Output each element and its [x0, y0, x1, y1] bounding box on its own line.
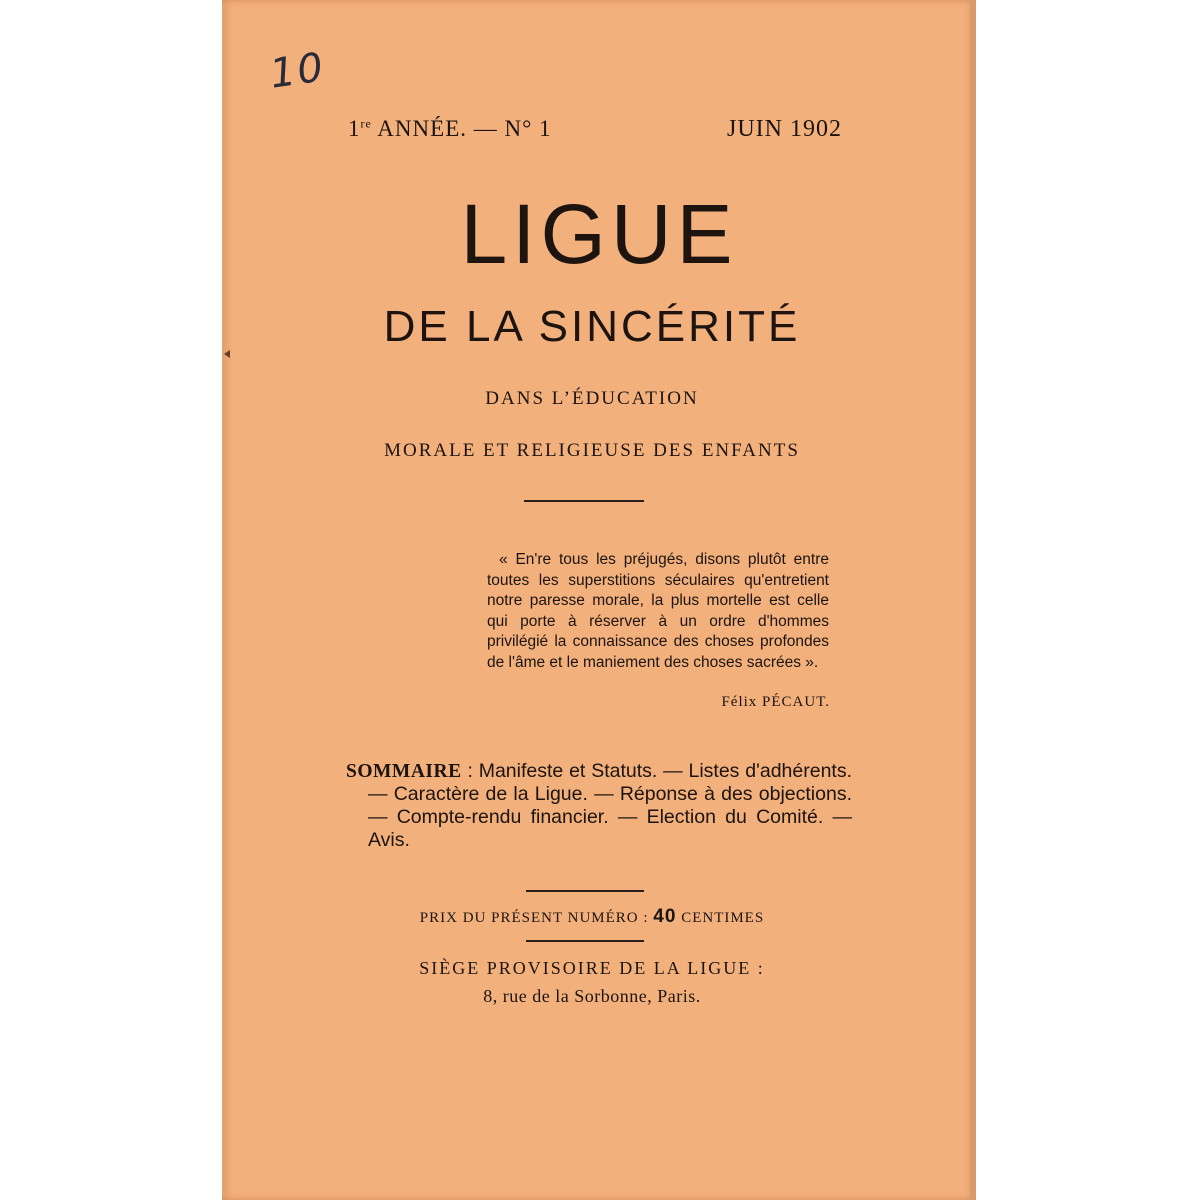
address: 8, rue de la Sorbonne, Paris. — [483, 986, 701, 1006]
handwritten-note: 10 — [267, 44, 328, 98]
summary-text: : Manifeste et Statuts. — Listes d'adhérents. — Caractère de la Ligue. — Réponse à des objections. — Compte-rendu financier. — Election du Comité. — Avis. — [368, 760, 852, 851]
price-line — [222, 906, 962, 928]
table-of-contents — [346, 760, 852, 852]
issue-number — [348, 116, 552, 142]
subtitle-line-1: DANS L’ÉDUCATION — [485, 388, 699, 409]
issue-superscript: re — [360, 116, 372, 131]
seat-label: SIÈGE PROVISOIRE DE LA LIGUE : — [419, 958, 765, 978]
issue-rest: ANNÉE. — N° 1 — [371, 116, 552, 141]
quote-author: Félix PÉCAUT. — [721, 694, 830, 710]
title-sub: DE LA SINCÉRITÉ — [383, 302, 801, 351]
title-main: LIGUE — [460, 187, 738, 281]
price-unit: CENTIMES — [676, 910, 765, 926]
booklet-cover — [222, 0, 976, 1200]
price-label: PRIX DU PRÉSENT NUMÉRO : — [419, 910, 654, 926]
divider-rule — [526, 940, 644, 942]
issue-prefix: 1 — [348, 116, 361, 141]
epigraph-quote: « En're tous les préjugés, disons plutôt entre toutes les superstitions séculaires qu'entretient notre paresse morale, la plus mortelle est celle qui porte à réserver à un ordre d'hommes privilégié la connaissance des choses profondes de l'âme et le maniement des choses sacrées ». — [487, 551, 829, 671]
price-amount: 40 — [653, 906, 677, 927]
issue-date: JUIN 1902 — [727, 116, 842, 142]
divider-rule — [526, 890, 644, 892]
subtitle-line-2: MORALE ET RELIGIEUSE DES ENFANTS — [384, 440, 800, 461]
divider-rule — [524, 500, 644, 502]
summary-label: SOMMAIRE — [346, 761, 462, 782]
